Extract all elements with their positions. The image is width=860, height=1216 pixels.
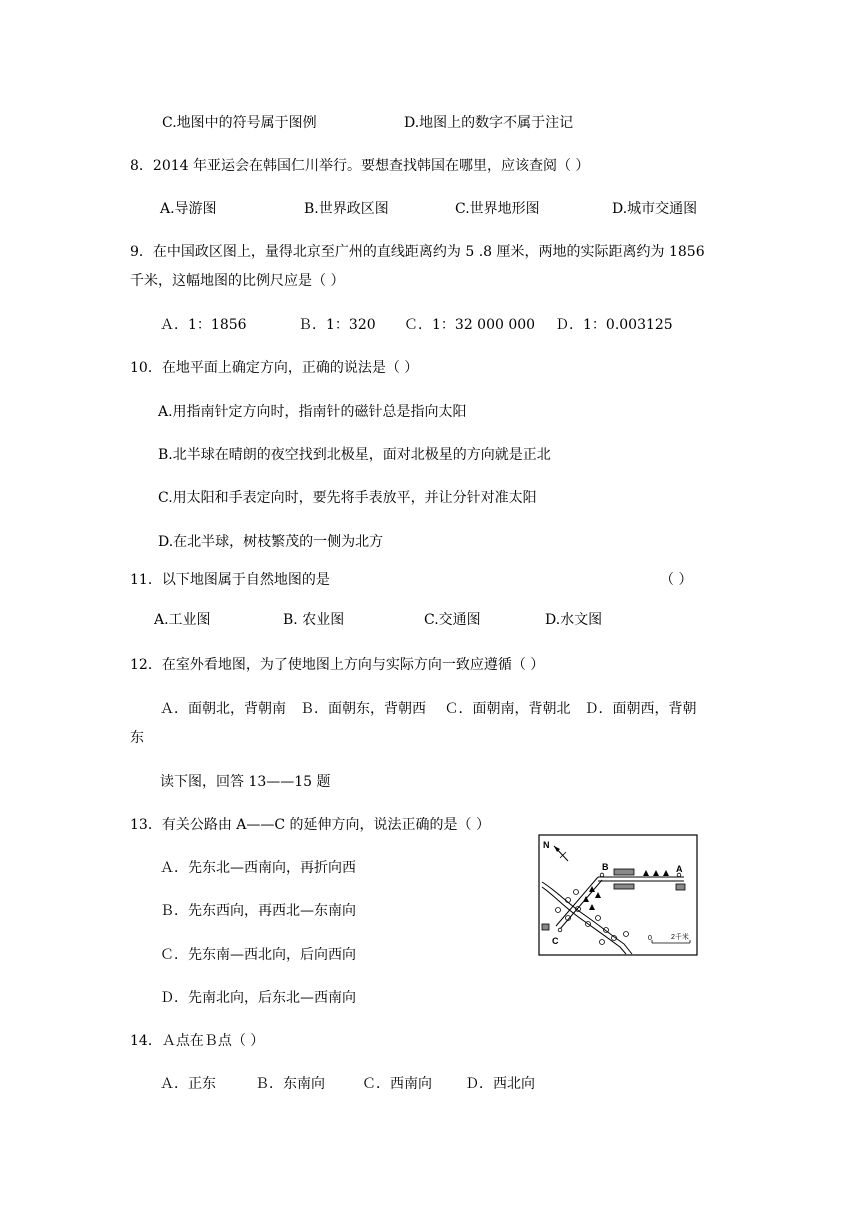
q7-option-c: C.地图中的符号属于图例 bbox=[162, 115, 317, 131]
q10-option-b: B.北半球在晴朗的夜空找到北极星，面对北极星的方向就是正北 bbox=[158, 447, 551, 463]
q12-options: Ａ．面朝北，背朝南 Ｂ．面朝东，背朝西 Ｃ．面朝南，背朝北 Ｄ．面朝西，背朝 bbox=[160, 701, 697, 717]
q9-option-a: Ａ．1：1856 bbox=[160, 317, 247, 333]
q8-option-c: C.世界地形图 bbox=[455, 201, 540, 217]
q8-option-d: D.城市交通图 bbox=[612, 201, 698, 217]
q11-option-d: D.水文图 bbox=[545, 612, 603, 628]
q13-option-c: Ｃ．先东南—西北向，后向西向 bbox=[160, 947, 356, 963]
q12-stem: 12．在室外看地图，为了使地图上方向与实际方向一致应遵循（ ） bbox=[130, 657, 545, 673]
q10-option-c: C.用太阳和手表定向时，要先将手表放平，并让分针对准太阳 bbox=[158, 490, 537, 506]
q11-option-c: C.交通图 bbox=[424, 612, 481, 628]
building bbox=[542, 924, 549, 930]
building bbox=[676, 884, 685, 890]
scale-zero: 0 bbox=[648, 935, 652, 942]
point-a-label: A bbox=[676, 864, 683, 874]
road-map-figure bbox=[538, 834, 698, 956]
q9-option-b: Ｂ．1：320 bbox=[298, 317, 376, 333]
building bbox=[614, 884, 634, 889]
q8-option-a: A.导游图 bbox=[160, 201, 217, 217]
q14-option-a: Ａ．正东 bbox=[160, 1076, 216, 1092]
q8-stem: 8．2014 年亚运会在韩国仁川举行。要想查找韩国在哪里，应该查阅（ ） bbox=[130, 158, 590, 174]
q14-option-b: Ｂ．东南向 bbox=[255, 1076, 325, 1092]
q11-stem: 11．以下地图属于自然地图的是 bbox=[130, 572, 330, 588]
building bbox=[614, 869, 634, 875]
q14-option-c: Ｃ．西南向 bbox=[362, 1076, 432, 1092]
q10-option-d: D.在北半球，树枝繁茂的一侧为北方 bbox=[158, 534, 384, 550]
q9-stem-line1: 9．在中国政区图上，量得北京至广州的直线距离约为 5 .8 厘米，两地的实际距离约为 1856 bbox=[130, 244, 705, 260]
q11-answer-bracket: （ ） bbox=[660, 572, 693, 588]
north-label: N bbox=[543, 840, 550, 850]
q9-option-d: Ｄ．1：0.003125 bbox=[555, 317, 673, 333]
q8-option-b: B.世界政区图 bbox=[304, 201, 389, 217]
reading-instruction: 读下图，回答 13——15 题 bbox=[160, 774, 331, 790]
q11-option-b: B. 农业图 bbox=[283, 612, 345, 628]
q13-option-d: Ｄ．先南北向，后东北—西南向 bbox=[160, 990, 356, 1006]
scale-label: 2千米 bbox=[671, 934, 689, 941]
q11-option-a: A.工业图 bbox=[154, 612, 211, 628]
point-c-label: C bbox=[552, 936, 559, 946]
q10-stem: 10．在地平面上确定方向，正确的说法是（ ） bbox=[130, 360, 419, 376]
q14-option-d: Ｄ．西北向 bbox=[465, 1076, 535, 1092]
q13-option-b: Ｂ．先东西向，再西北—东南向 bbox=[160, 903, 356, 919]
q9-option-c: Ｃ．1：32 000 000 bbox=[404, 317, 536, 333]
q13-option-a: Ａ．先东北—西南向，再折向西 bbox=[160, 860, 356, 876]
point-b-label: B bbox=[602, 862, 609, 872]
point-b-marker bbox=[600, 873, 604, 877]
q9-stem-line2: 千米，这幅地图的比例尺应是（ ） bbox=[130, 273, 345, 289]
q12-options-continued: 东 bbox=[130, 730, 144, 746]
q10-option-a: A.用指南针定方向时，指南针的磁针总是指向太阳 bbox=[158, 404, 467, 420]
point-c-marker bbox=[558, 928, 562, 932]
q14-stem: 14．Ａ点在Ｂ点（ ） bbox=[130, 1033, 265, 1049]
q13-stem: 13．有关公路由 A——C 的延伸方向，说法正确的是（ ） bbox=[130, 817, 490, 833]
q7-option-d: D.地图上的数字不属于注记 bbox=[404, 115, 574, 131]
